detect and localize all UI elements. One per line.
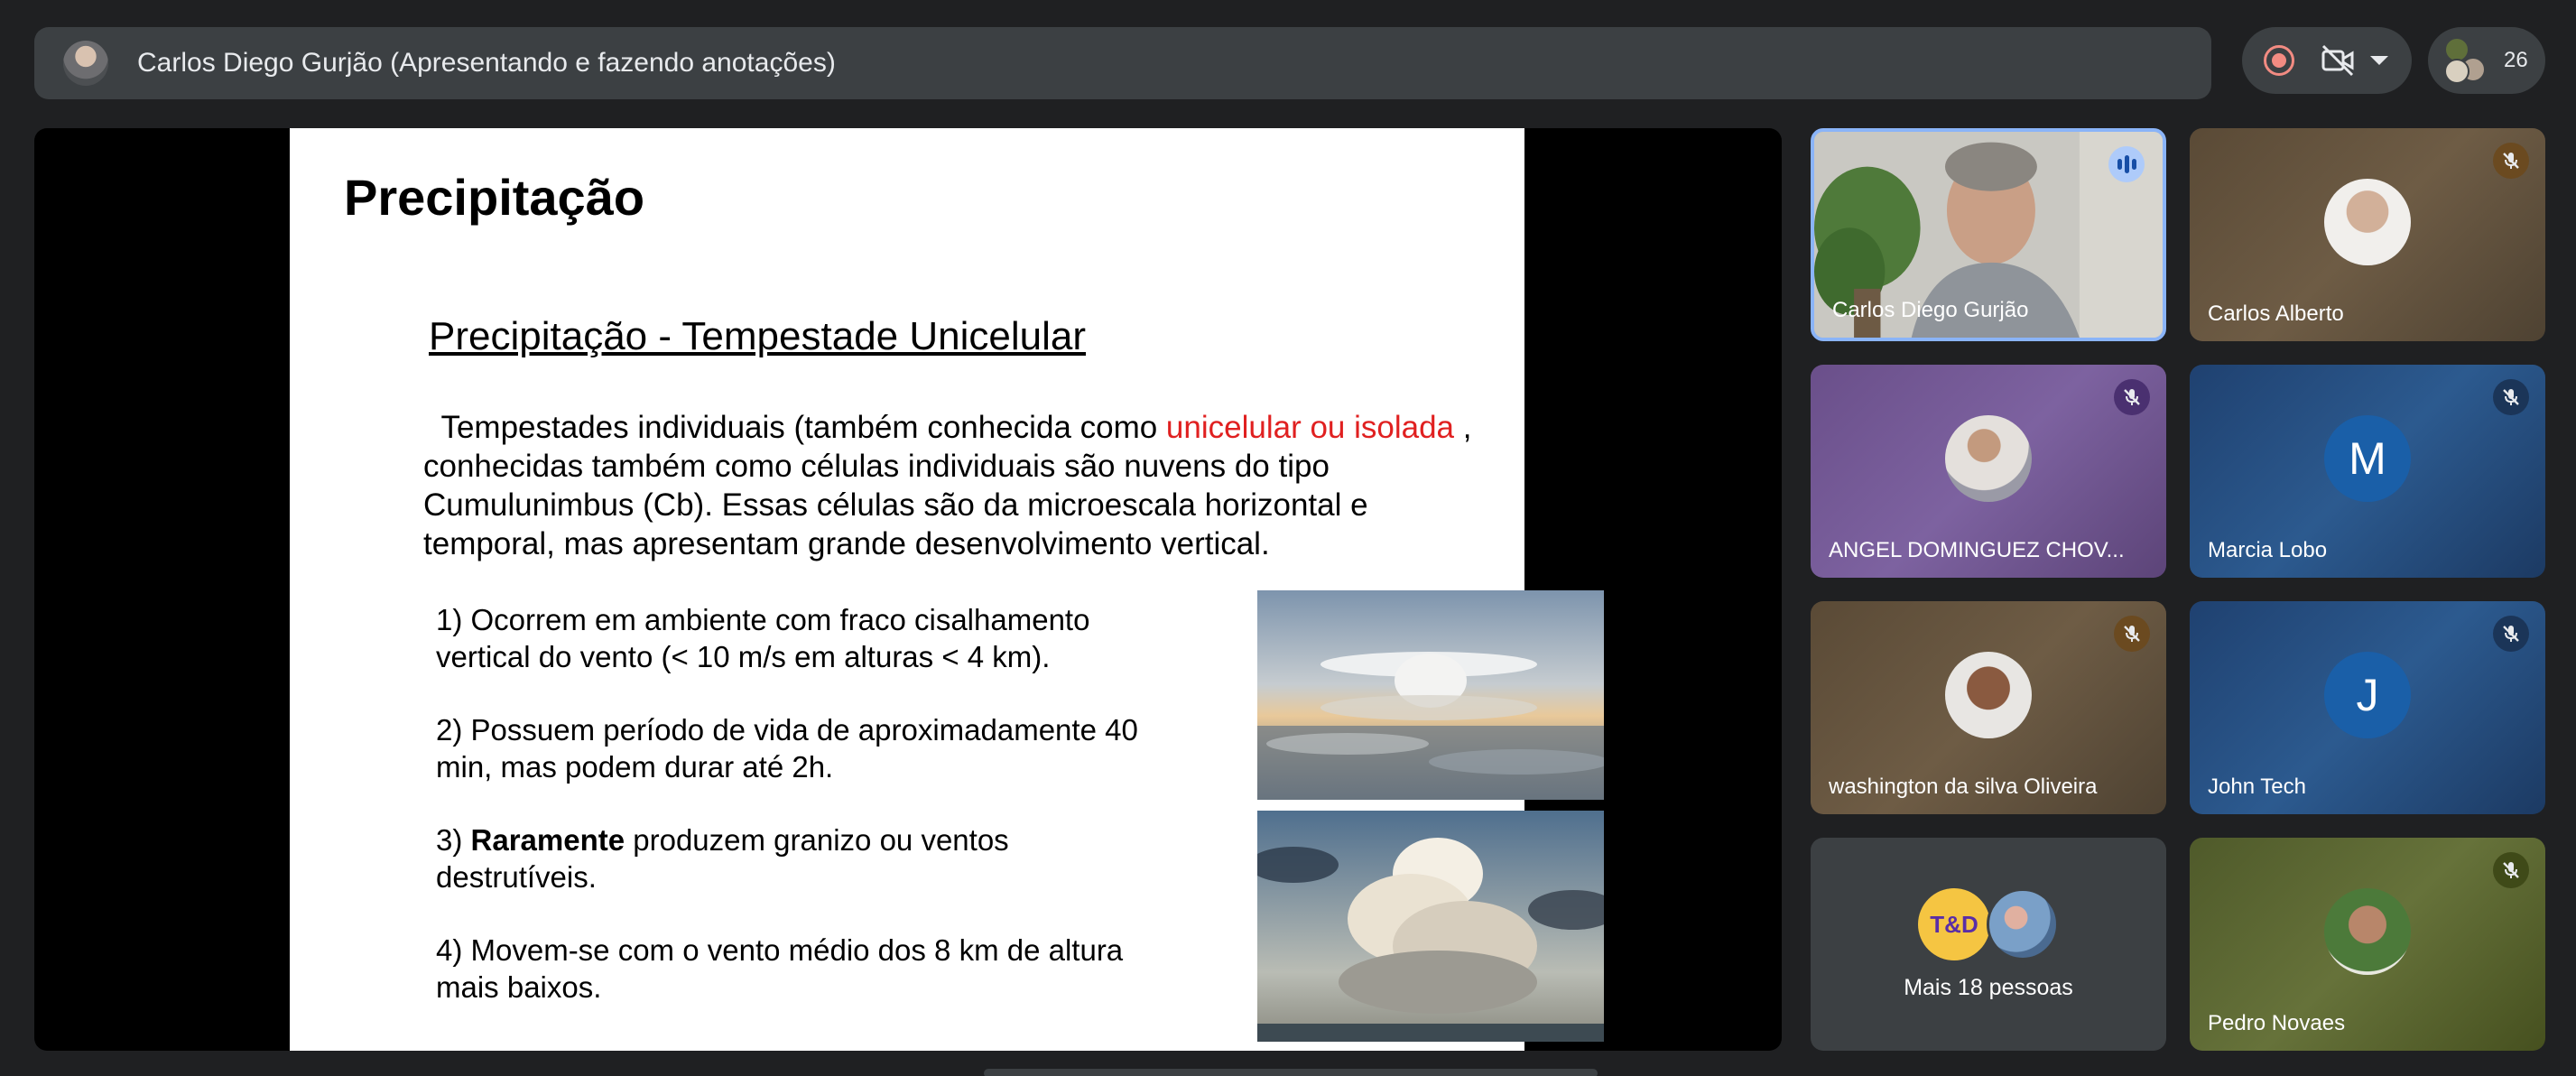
cloud-image-cumulonimbus (1257, 811, 1604, 1042)
slide-point-3 (436, 821, 1176, 895)
presenter-bar[interactable] (34, 27, 2211, 99)
cloud-image-anvil (1257, 590, 1604, 800)
slide-subtitle: Precipitação - Tempestade Unicelular (429, 314, 1086, 358)
avatar (2324, 888, 2411, 975)
participant-count: 26 (2504, 48, 2528, 72)
avatar (1945, 652, 2032, 738)
slide (290, 128, 1524, 1051)
camera-off-icon[interactable] (2320, 42, 2356, 79)
participant-tile-washington[interactable] (1811, 601, 2166, 814)
point3-bold: Raramente (470, 823, 625, 857)
participant-tile-john-tech[interactable] (2190, 601, 2545, 814)
participant-name: Pedro Novaes (2208, 1011, 2346, 1035)
chevron-down-icon[interactable] (2370, 56, 2388, 65)
presentation-stage[interactable] (34, 128, 1782, 1051)
slide-intro (423, 408, 1497, 563)
recording-icon[interactable] (2264, 45, 2294, 76)
mic-off-icon (2114, 379, 2150, 415)
participant-name: ANGEL DOMINGUEZ CHOV... (1829, 538, 2125, 562)
more-participants-tile[interactable] (1811, 838, 2166, 1051)
avatar (1945, 415, 2032, 502)
participant-name: Marcia Lobo (2208, 538, 2328, 562)
presenter-avatar (63, 41, 108, 86)
td-badge-avatar: T&D (1918, 888, 1990, 960)
slide-point-1: 1) Ocorrem em ambiente com fraco cisalhamento vertical do vento (< 10 m/s em alturas < 4 km). (436, 603, 1090, 673)
participant-name: Carlos Alberto (2208, 301, 2344, 326)
participants-button[interactable] (2428, 27, 2545, 94)
more-participants-avatars (1918, 888, 2059, 960)
more-participants-label: Mais 18 pessoas (1904, 975, 2073, 1000)
slide-point-2: 2) Possuem período de vida de aproximadamente 40 min, mas podem durar até 2h. (436, 713, 1138, 784)
intro-text-start: Tempestades individuais (também conhecida como (423, 410, 1166, 445)
avatar (1987, 888, 2059, 960)
mic-off-icon (2114, 616, 2150, 652)
speaking-indicator-icon (2108, 146, 2145, 182)
mic-off-icon (2493, 143, 2529, 179)
participant-tile-marcia-lobo[interactable] (2190, 365, 2545, 578)
participant-name: washington da silva Oliveira (1829, 775, 2098, 799)
avatar: M (2324, 415, 2411, 502)
participant-tile-pedro-novaes[interactable] (2190, 838, 2545, 1051)
presentation-controls (2242, 27, 2412, 94)
mic-off-icon (2493, 852, 2529, 888)
bottom-toolbar-handle[interactable] (984, 1069, 1598, 1076)
point3-rest: produzem granizo ou ventos destrutíveis. (436, 823, 1009, 894)
avatar (2324, 179, 2411, 265)
participants-avatars (2444, 37, 2491, 84)
avatar: J (2324, 652, 2411, 738)
participant-name: Carlos Diego Gurjão (1832, 298, 2029, 322)
mic-off-icon (2493, 379, 2529, 415)
participant-tile-carlos-diego[interactable] (1811, 128, 2166, 341)
mic-off-icon (2493, 616, 2529, 652)
participant-tile-angel[interactable] (1811, 365, 2166, 578)
presenter-label: Carlos Diego Gurjão (Apresentando e fazendo anotações) (137, 48, 836, 78)
intro-highlight: unicelular ou isolada (1165, 410, 1455, 445)
slide-point-4: 4) Movem-se com o vento médio dos 8 km de altura mais baixos. (436, 933, 1124, 1004)
participant-name: John Tech (2208, 775, 2306, 799)
point3-prefix: 3) (436, 823, 471, 857)
participant-tile-carlos-alberto[interactable] (2190, 128, 2545, 341)
intro-text-end: , conhecidas também como células individuais são nuvens do tipo Cumulunimbus (Cb). Essas células são da microescala horizontal e temporal, mas apresentam grande desenvolvimento vertical. (423, 410, 1472, 561)
slide-title: Precipitação (344, 169, 645, 226)
